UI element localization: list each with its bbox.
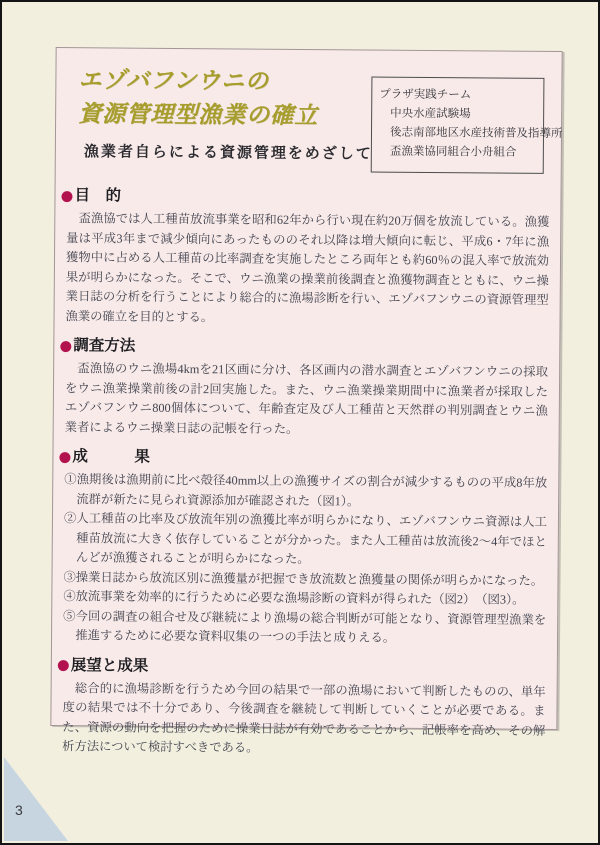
title-block	[78, 62, 379, 163]
report-body	[57, 186, 549, 760]
page-corner-decoration	[4, 757, 68, 841]
purpose-paragraph: 盃漁協では人工種苗放流事業を昭和62年から行い現在約20万個を放流している。漁獲量は平成3年まで減少傾向にあったもののそれ以降は増大傾向に転じ、平成6・7年に漁獲物中に占める人工種苗の比率調査を実施したところ両年とも約60％の混入率で放流効果が明らかになった。そこで、ウニ漁業の操業前後調査と漁獲物調査とともに、ウニ操業日誌の分析を行うことにより総合的に漁場診断を行い、エゾバフンウニの資源管理型漁業の確立を目的とする。	[65, 211, 550, 324]
title-line-2: 資源管理型漁業の確立	[78, 100, 319, 129]
title-line-1: エゾバフンウニの	[78, 66, 270, 94]
methods-paragraph: 盃漁協のウニ漁場4kmを21区画に分け、各区画内の潜水調査とエゾバフンウニの採取をウニ漁業操業前後の計2回実施した。また、ウニ漁業操業期間中に漁業者が採取したエゾバフンウニ800個体について、年齢査定及び人工種苗と天然群の判別調査とウニ漁業者によるウニ操業日誌の記帳を行った。	[64, 361, 549, 436]
purpose-heading-label: 目 的	[74, 187, 122, 205]
result-item-4: ④放流事業を効率的に行うために必要な漁場診断の資料が得られた（図2） （図3）。	[63, 589, 525, 607]
outlook-heading-label: 展望と成果	[70, 656, 149, 675]
results-heading	[59, 447, 547, 471]
methods-heading-label: 調査方法	[73, 337, 136, 355]
outlook-heading	[58, 656, 546, 680]
results-heading-label: 成 果	[72, 448, 151, 466]
results-list	[63, 470, 547, 649]
team-org-2: 後志南部地区水産技術普及指導所	[389, 126, 563, 141]
purpose-heading	[61, 186, 549, 210]
outlook-paragraph: 総合的に漁場診断を行うため今回の結果で一部の漁場において判断したものの、単年度の結果では不十分であり、今後調査を継続して判断していくことが必要である。また、資源の動向を把握のために操業日誌が有効であることから、記帳率を高め、その解析方法について検討すべきである。	[62, 680, 546, 755]
methods-heading	[60, 336, 548, 360]
result-item-5: ⑤今回の調査の組合せ及び継続により漁場の総合判断が可能となり、資源管理型漁業を推進するために必要な資料収集の一つの手法と成りえる。	[63, 608, 547, 645]
page-number: 3	[15, 802, 23, 818]
section-methods	[60, 336, 549, 441]
section-bullet-icon	[58, 660, 69, 671]
report-panel	[50, 47, 563, 755]
subtitle: 漁業者自らによる資源管理をめざして	[83, 143, 373, 163]
page-title	[78, 62, 379, 132]
result-item-1: ①漁期後は漁期前に比べ殻径40mm以上の漁獲サイズの割合が減少するものの平成8年放流群が新たに見られ資源添加が確認された（図1）。	[64, 472, 548, 508]
result-item-3: ③操業日誌から放流区別に漁獲量が把握でき放流数と漁獲量の関係が明らかになった。	[63, 569, 544, 588]
section-outlook	[57, 656, 546, 761]
team-org-3: 盃漁業協同組合小舟組合	[389, 145, 517, 159]
team-box	[371, 77, 563, 174]
team-name: プラザ実践チーム	[379, 88, 472, 102]
section-bullet-icon	[60, 341, 71, 352]
section-purpose	[60, 186, 549, 330]
team-org-1: 中央水産試験場	[390, 107, 471, 121]
result-item-2: ②人工種苗の比率及び放流年別の漁獲比率が明らかになり、エゾバフンウニ資源は人工種苗放流に大きく依存していることが分かった。また人工種苗は放流後2～4年でほとんどが漁獲されることが明らかになった。	[63, 511, 548, 567]
section-bullet-icon	[61, 191, 72, 202]
section-bullet-icon	[59, 452, 70, 463]
section-results	[58, 447, 548, 649]
